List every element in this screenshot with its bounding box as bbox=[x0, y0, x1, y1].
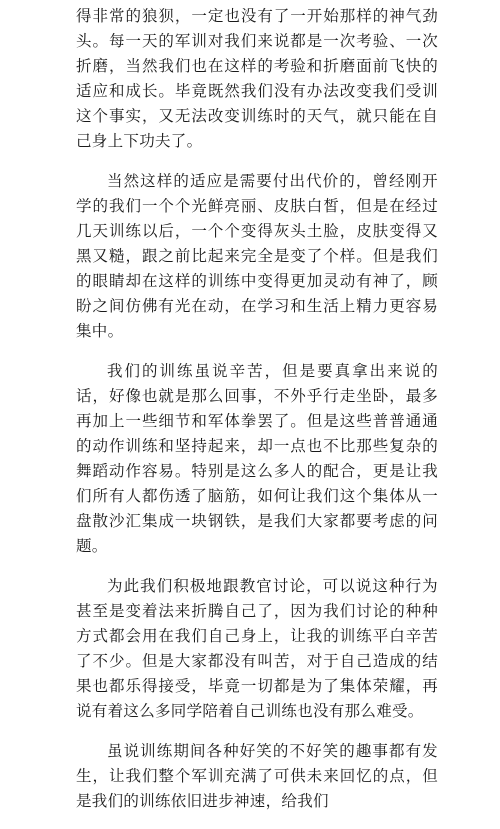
paragraph-4: 为此我们积极地跟教官讨论，可以说这种行为甚至是变着法来折腾自己了，因为我们讨论的种种方式都会用在我们自己身上，让我的训练平白辛苦了不少。但是大家都没有叫苦，对于自己造成的结果也都乐得接受，毕竟一切都是为了集体荣耀，再说有着这么多同学陪着自己训练也没有那么难受。 bbox=[76, 577, 438, 720]
paragraph-3: 我们的训练虽说辛苦，但是要真拿出来说的话，好像也就是那么回事，不外乎行走坐卧，最多再加上一些细节和军体拳罢了。但是这些普普通通的动作训练和坚持起来，却一点也不比那些复杂的舞蹈动作容易。特别是这么多人的配合，更是让我们所有人都伤透了脑筋，如何让我们这个集体从一盘散沙汇集成一块钢铁，是我们大家都要考虑的问题。 bbox=[76, 362, 438, 555]
paragraph-1: 得非常的狼狈，一定也没有了一开始那样的神气劲头。每一天的军训对我们来说都是一次考验、一次折磨，当然我们也在这样的考验和折磨面前飞快的适应和成长。毕竟既然我们没有办法改变我们受训这个事实，又无法改变训练时的天气，就只能在自己身上下功夫了。 bbox=[76, 7, 438, 150]
document-body bbox=[76, 4, 438, 829]
paragraph-5: 虽说训练期间各种好笑的不好笑的趣事都有发生，让我们整个军训充满了可供未来回忆的点，但是我们的训练依旧进步神速，给我们 bbox=[76, 742, 438, 810]
paragraph-2: 当然这样的适应是需要付出代价的，曾经刚开学的我们一个个光鲜亮丽、皮肤白皙，但是在经过几天训练以后，一个个变得灰头土脸，皮肤变得又黑又糙，跟之前比起来完全是变了个样。但是我们的眼睛却在这样的训练中变得更加灵动有神了，顾盼之间仿佛有光在动，在学习和生活上精力更容易集中。 bbox=[76, 172, 438, 340]
